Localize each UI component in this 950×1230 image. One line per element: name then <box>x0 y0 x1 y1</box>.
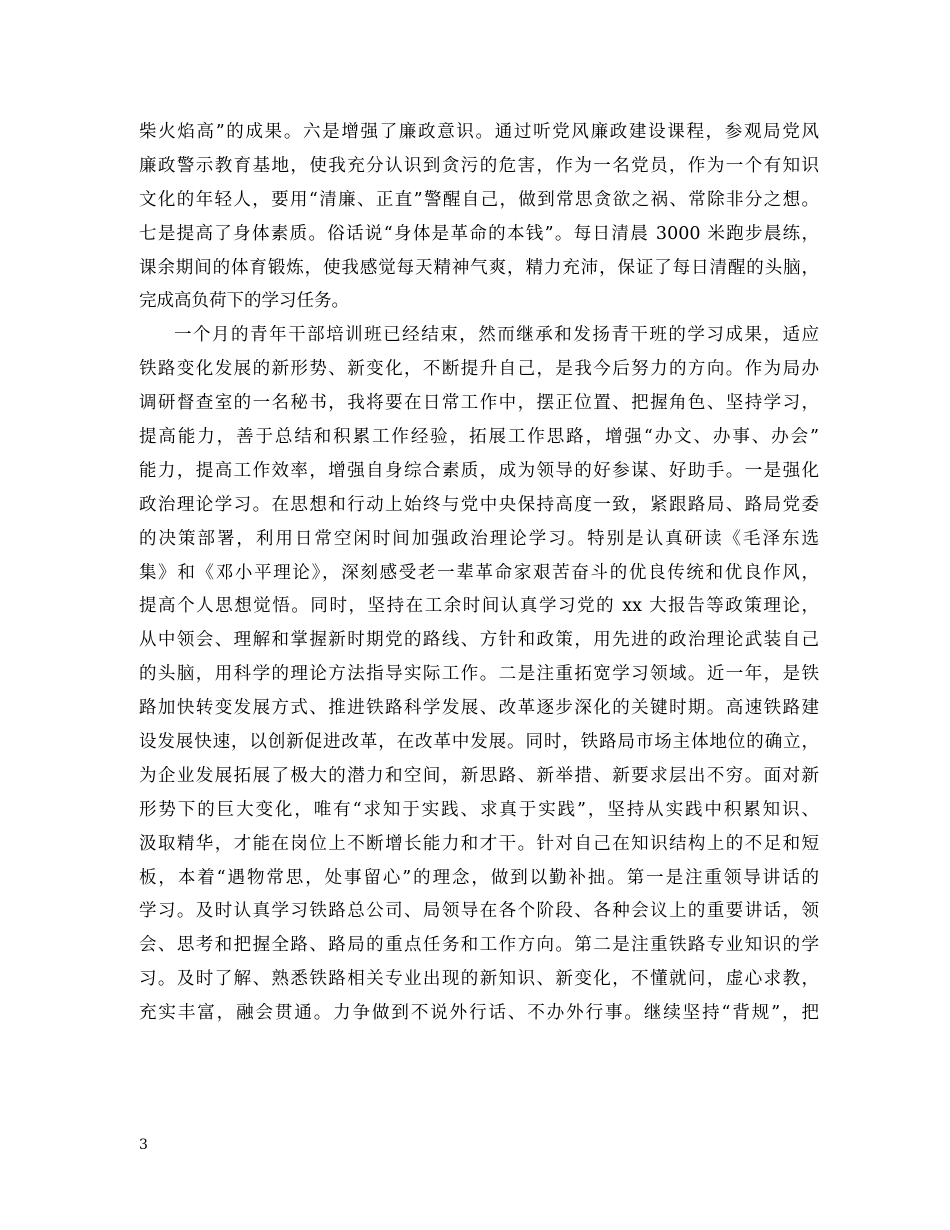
text-line: 路加快转变发展方式、推进铁路科学发展、改革逐步深化的关键时期。高速铁路建 <box>139 698 819 719</box>
text-line: 廉政警示教育基地，使我充分认识到贪污的危害，作为一名党员，作为一个有知识 <box>139 155 819 176</box>
text-line: 提高能力，善于总结和积累工作经验，拓展工作思路，增强“办文、办事、办会” <box>139 427 819 448</box>
text-line: 柴火焰高”的成果。六是增强了廉政意识。通过听党风廉政建设课程，参观局党风 <box>139 122 819 142</box>
text-line: 铁路变化发展的新形势、新变化，不断提升自己，是我今后努力的方向。作为局办 <box>139 359 819 380</box>
text-line: 充实丰富，融会贯通。力争做到不说外行话、不办外行事。继续坚持“背规”，把 <box>139 1003 819 1024</box>
text-line: 板，本着“遇物常思，处事留心”的理念，做到以勤补拙。第一是注重领导讲话的 <box>139 867 819 888</box>
text-line: 形势下的巨大变化，唯有“求知于实践、求真于实践”，坚持从实践中积累知识、 <box>139 799 819 820</box>
page-number: 3 <box>139 1137 148 1153</box>
text-line: 为企业发展拓展了极大的潜力和空间，新思路、新举措、新要求层出不穷。面对新 <box>139 765 819 786</box>
text-line: 课余期间的体育锻炼，使我感觉每天精神气爽，精力充沛，保证了每日清醒的头脑， <box>139 257 819 278</box>
body-text <box>139 116 819 1031</box>
text-line: 文化的年轻人，要用“清廉、正直”警醒自己，做到常思贪欲之祸、常除非分之想。 <box>139 189 819 210</box>
text-line: 习。及时了解、熟悉铁路相关专业出现的新知识、新变化，不懂就问，虚心求教， <box>139 969 819 990</box>
text-line: 的决策部署，利用日常空闲时间加强政治理论学习。特别是认真研读《毛泽东选 <box>139 528 819 549</box>
text-line: 提高个人思想觉悟。同时，坚持在工余时间认真学习党的 xx 大报告等政策理论， <box>139 596 819 617</box>
text-line: 政治理论学习。在思想和行动上始终与党中央保持高度一致，紧跟路局、路局党委 <box>139 494 819 515</box>
text-line: 七是提高了身体素质。俗话说“身体是革命的本钱”。每日清晨 3000 米跑步晨练， <box>139 223 819 244</box>
text-line: 能力，提高工作效率，增强自身综合素质，成为领导的好参谋、好助手。一是强化 <box>139 460 819 481</box>
text-line: 汲取精华，才能在岗位上不断增长能力和才干。针对自己在知识结构上的不足和短 <box>139 833 819 854</box>
text-line: 设发展快速，以创新促进改革，在改革中发展。同时，铁路局市场主体地位的确立， <box>139 732 819 753</box>
text-line: 学习。及时认真学习铁路总公司、局领导在各个阶段、各种会议上的重要讲话，领 <box>139 901 819 922</box>
text-line: 的头脑，用科学的理论方法指导实际工作。二是注重拓宽学习领域。近一年，是铁 <box>139 664 819 685</box>
text-line: 调研督查室的一名秘书，我将要在日常工作中，摆正位置、把握角色、坚持学习， <box>139 393 819 414</box>
paragraph-first-line: 一个月的青年干部培训班已经结束，然而继承和发扬青干班的学习成果，适应 <box>174 325 819 346</box>
text-line: 会、思考和把握全路、路局的重点任务和工作方向。第二是注重铁路专业知识的学 <box>139 935 819 956</box>
text-line: 集》和《邓小平理论》，深刻感受老一辈革命家艰苦奋斗的优良传统和优良作风， <box>139 562 819 583</box>
text-line: 从中领会、理解和掌握新时期党的路线、方针和政策，用先进的政治理论武装自己 <box>139 630 819 651</box>
text-line: 完成高负荷下的学习任务。 <box>139 291 349 312</box>
